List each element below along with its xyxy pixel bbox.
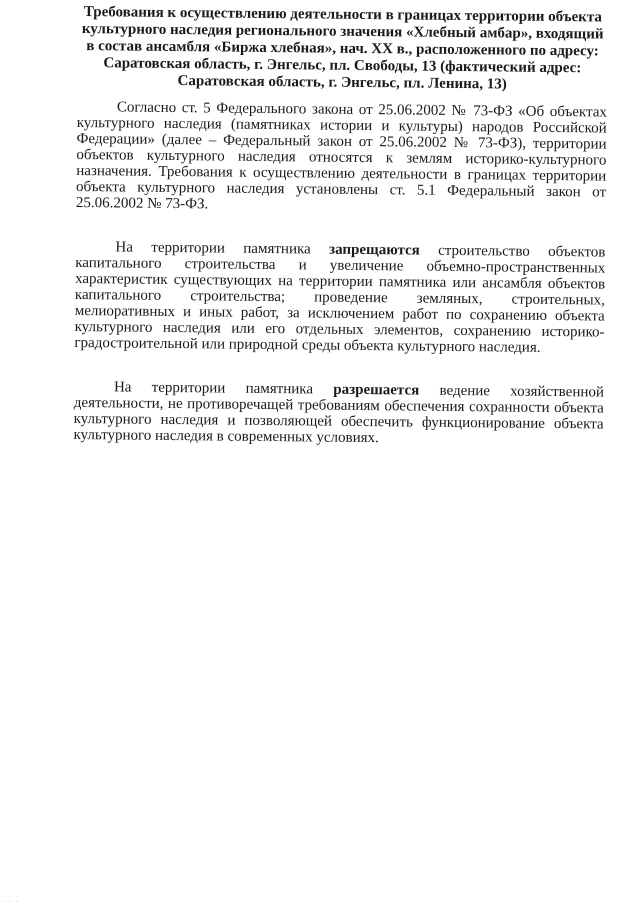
prohibited-keyword: запрещаются	[329, 241, 420, 259]
permitted-keyword: разрешается	[333, 381, 420, 399]
paragraph-prohibitions-rest: строительство объектов капитального строительства и увеличение объемно-пространственных характеристик существующих на территории памятника или ансамбля объектов капитального строительства; проведение земляных, строительных, мелиоративных и иных работ, за исключением работ по сохранению объекта культурного наследия или его отдельных элементов, сохранению историко-градостроительной или природной среды объекта культурного наследия.	[74, 242, 606, 356]
paragraph-prohibitions-lead: На территории памятника	[115, 239, 330, 258]
paragraph-prohibitions	[74, 239, 605, 357]
paragraph-permissions-rest: ведение хозяйственной деятельности, не противоречащей требованиям обеспечения сохранности объекта культурного наследия и позволяющей обеспечить функционирование объекта культурного наследия в современных условиях.	[73, 382, 605, 447]
paragraph-permissions-lead: На территории памятника	[113, 379, 334, 398]
document-title: Требования к осуществлению деятельности в границах территории объекта культурного наследия регионального значения «Хлебный амбар», входящий в состав ансамбля «Биржа хлебная», нач. XX в., расположенного по адресу: Саратовская область, г. Энгельс, пл. Свободы, 13 (фактический адрес: Саратовская область, г. Энгельс, пл. Ленина, 13)	[81, 4, 604, 93]
paragraph-legal-basis: Согласно ст. 5 Федерального закона от 25.06.2002 № 73-ФЗ «Об объектах культурного наследия (памятниках истории и культуры) народов Российской Федерации» (далее – Федеральный закон от 25.06.2002 № 73-ФЗ), территории объектов культурного наследия относятся к землям историко-культурного назначения. Требования к осуществлению деятельности в границах территории объекта культурного наследия установлены ст. 5.1 Федеральный закон от 25.06.2002 № 73-ФЗ.	[75, 99, 607, 213]
scan-corner-mark: . . .	[2, 898, 20, 904]
paragraph-permissions	[73, 379, 604, 449]
document-content	[73, 4, 608, 449]
